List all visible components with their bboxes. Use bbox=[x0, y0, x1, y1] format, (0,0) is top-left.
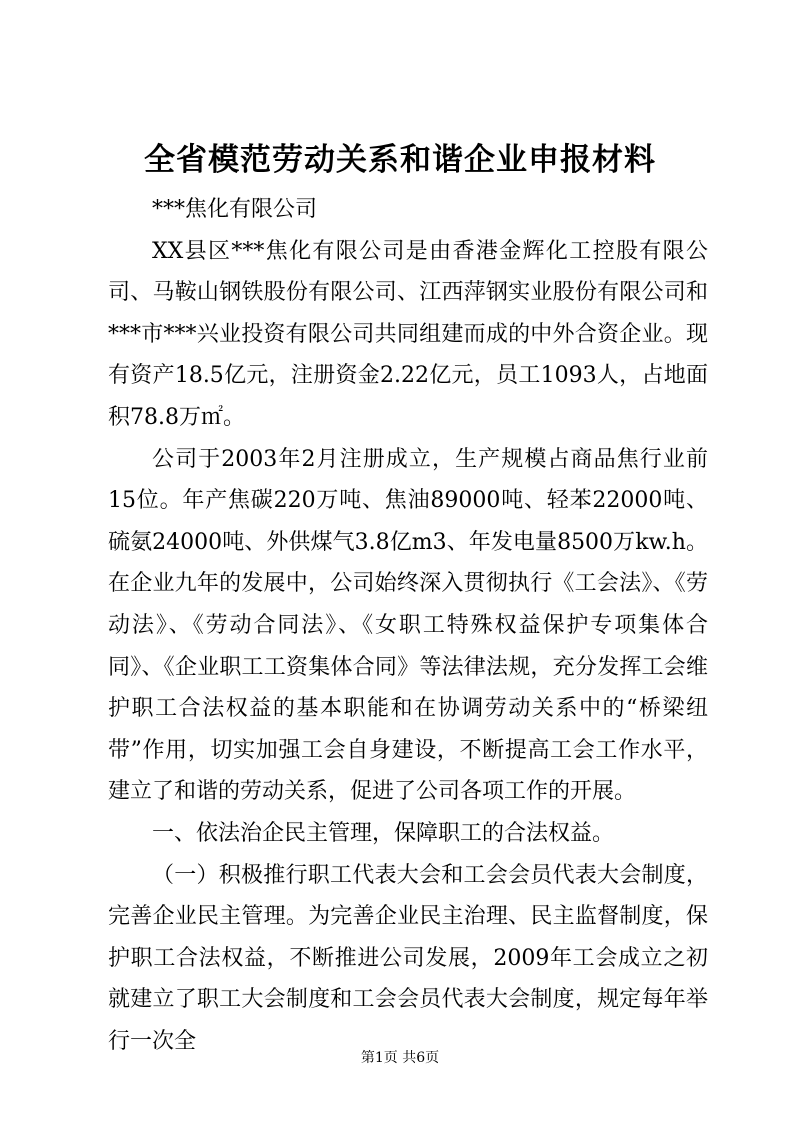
section-heading-1: 一、依法治企民主管理，保障职工的合法权益。 bbox=[152, 820, 615, 846]
page-number-footer: 第1页 共6页 bbox=[360, 1050, 440, 1066]
paragraph-company-history: 公司于2003年2月注册成立，生产规模占商品焦行业前15位。年产焦碳220万吨、焦油89000吨、轻苯22000吨、硫氨24000吨、外供煤气3.8亿m3、年发电量8500万kw.h。在企业九年的发展中，公司始终深入贯彻执行《工会法》、《劳动法》、《劳动合同法》、《女职工特殊权益保护专项集体合同》、《企业职工工资集体合同》等法律法规，充分发挥工会维护职工合法权益的基本职能和在协调劳动关系中的“桥梁纽带”作用，切实加强工会自身建设，不断提高工会工作水平，建立了和谐的劳动关系，促进了公司各项工作的开展。 bbox=[108, 446, 708, 805]
company-name-line: ***焦化有限公司 bbox=[152, 197, 318, 222]
paragraph-company-overview: XX县区***焦化有限公司是由香港金辉化工控股有限公司、马鞍山钢铁股份有限公司、江西萍钢实业股份有限公司和***市***兴业投资有限公司共同组建而成的中外合资企业。现有资产18.5亿元，注册资金2.22亿元，员工1093人，占地面积78.8万㎡。 bbox=[108, 238, 708, 430]
document-title: 全省模范劳动关系和谐企业申报材料 bbox=[144, 142, 656, 178]
paragraph-democratic-management: （一）积极推行职工代表大会和工会会员代表大会制度，完善企业民主管理。为完善企业民主治理、民主监督制度，保护职工合法权益，不断推进公司发展，2009年工会成立之初就建立了职工大会制度和工会会员代表大会制度，规定每年举行一次全 bbox=[108, 862, 708, 1054]
document-body bbox=[108, 189, 708, 1062]
